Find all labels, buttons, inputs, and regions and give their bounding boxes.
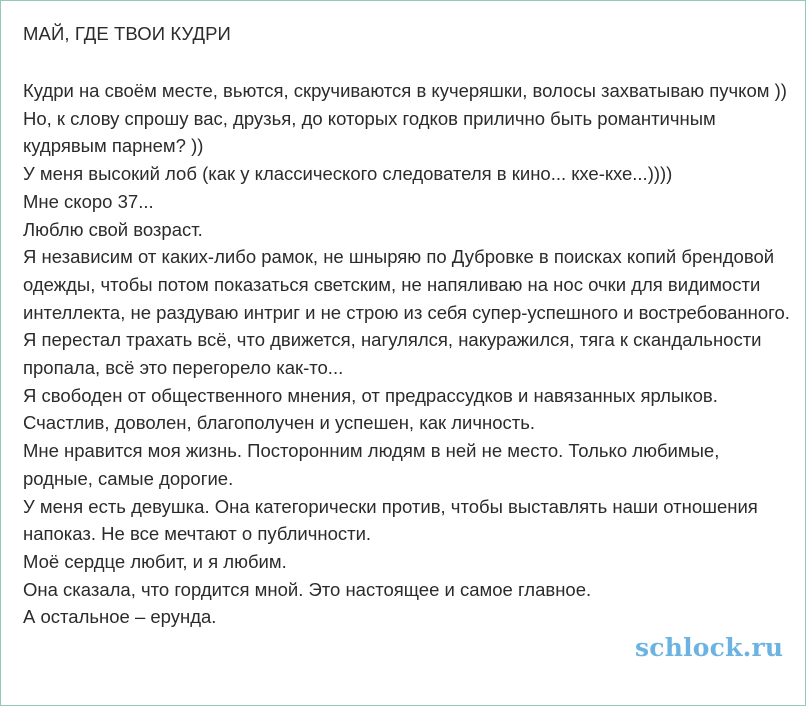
paragraph: У меня есть девушка. Она категорически против, чтобы выставлять наши отношения напоказ. Не все мечтают о публичности. (23, 495, 758, 545)
paragraph: Я свободен от общественного мнения, от предрассудков и навязанных ярлыков. (23, 384, 718, 406)
paragraph: Счастлив, доволен, благополучен и успешен, как личность. (23, 412, 536, 434)
paragraph: Моё сердце любит, и я любим. (23, 550, 287, 572)
site-watermark: schlock.ru (635, 633, 784, 662)
paragraph: А остальное – ерунда. (23, 606, 217, 628)
paragraph: Но, к слову спрошу вас, друзья, до которых годков прилично быть романтичным кудрявым парнем? )) (23, 107, 716, 157)
paragraph: Мне нравится моя жизнь. Посторонним людям в ней не место. Только любимые, родные, самые дорогие. (23, 440, 720, 489)
paragraph: Я независим от каких-либо рамок, не шныряю по Дубровке в поисках копий брендовой одежды, чтобы потом показаться светским, не напяливаю на нос очки для видимости интеллекта, не раздуваю интриг и не строю из себя супер-успешного и востребованного. (23, 246, 790, 323)
paragraph: Она сказала, что гордится мной. Это настоящее и самое главное. (23, 578, 592, 600)
paragraph: Мне скоро 37... (23, 190, 154, 212)
paragraph: Люблю свой возраст. (23, 218, 203, 240)
paragraph: У меня высокий лоб (как у классического следователя в кино... кхе-кхе...)))) (23, 163, 673, 185)
post-body (23, 77, 791, 631)
paragraph: Я перестал трахать всё, что движется, нагулялся, накуражился, тяга к скандальности пропала, всё это перегорело как-то... (23, 329, 762, 379)
post-title: МАЙ, ГДЕ ТВОИ КУДРИ (23, 23, 231, 44)
paragraph: Кудри на своём месте, вьются, скручиваются в кучеряшки, волосы захватываю пучком )) (23, 80, 787, 101)
